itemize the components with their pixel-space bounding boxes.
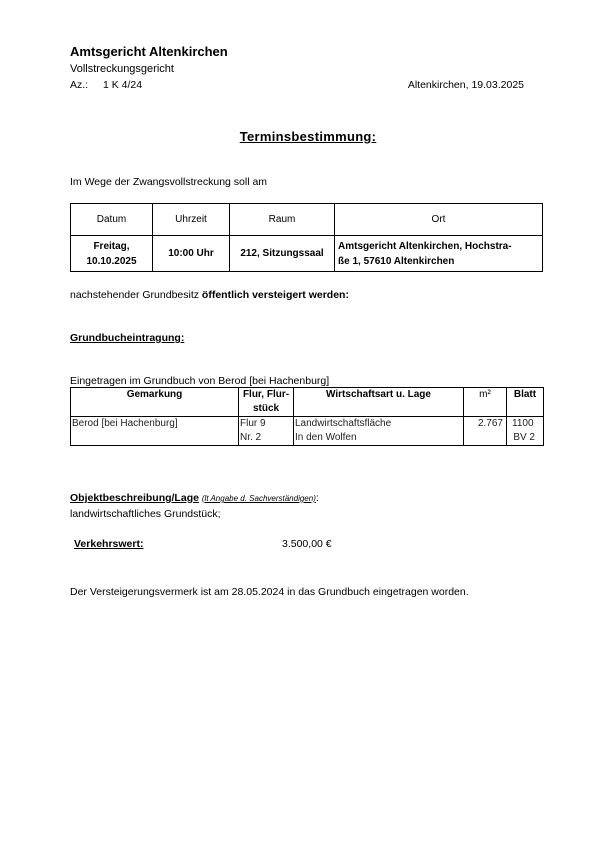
object-heading-note: (lt Angabe d. Sachverständigen) <box>201 494 316 503</box>
intro-text: Im Wege der Zwangsvollstreckung soll am <box>70 176 268 188</box>
cell-time: 10:00 Uhr <box>153 236 230 272</box>
object-heading-label: Objektbeschreibung/Lage <box>70 492 199 504</box>
cell-blatt-line-1: 1100 <box>512 418 534 429</box>
land-register-heading: Grundbucheintragung: <box>70 332 185 344</box>
header-flur-line-2: stück <box>252 403 280 414</box>
cell-wirtschaftsart <box>294 417 464 446</box>
market-value: 3.500,00 € <box>282 538 332 550</box>
court-name: Amtsgericht Altenkirchen <box>70 44 228 59</box>
cell-room: 212, Sitzungssaal <box>230 236 335 272</box>
closing-text: Der Versteigerungsvermerk ist am 28.05.2024 in das Grundbuch eingetragen worden. <box>70 586 469 598</box>
cell-blatt-line-2: BV 2 <box>513 432 535 443</box>
header-wirtschaftsart: Wirtschaftsart u. Lage <box>294 388 464 417</box>
land-register-row <box>71 417 544 446</box>
document-title: Terminsbestimmung: <box>239 129 377 144</box>
place-line-2: ße 1, 57610 Altenkirchen <box>338 255 455 267</box>
appointment-table-row <box>71 236 543 272</box>
object-description: landwirtschaftliches Grundstück; <box>70 508 221 520</box>
land-register-header <box>71 388 544 417</box>
auction-text-prefix: nachstehender Grundbesitz <box>70 289 202 301</box>
cell-wirtschaftsart-line-2: In den Wolfen <box>295 432 357 443</box>
header-blatt: Blatt <box>507 388 544 417</box>
header-gemarkung: Gemarkung <box>71 388 239 417</box>
case-number-label: Az.: <box>70 79 89 91</box>
cell-flur-line-1: Flur 9 <box>240 418 266 429</box>
cell-flur-line-2: Nr. 2 <box>240 432 262 443</box>
appointment-table-header <box>71 204 543 236</box>
case-number: 1 K 4/24 <box>103 79 143 91</box>
header-flur <box>239 388 294 417</box>
land-register-table <box>70 387 544 446</box>
land-register-intro: Eingetragen im Grundbuch von Berod [bei Hachenburg] <box>70 375 330 387</box>
cell-flur <box>239 417 294 446</box>
object-heading <box>70 492 319 504</box>
cell-wirtschaftsart-line-1: Landwirtschaftsfläche <box>295 418 392 429</box>
cell-blatt <box>507 417 544 446</box>
header-datum: Datum <box>71 204 153 236</box>
cell-gemarkung: Berod [bei Hachenburg] <box>71 417 239 446</box>
cell-date <box>71 236 153 272</box>
header-ort: Ort <box>335 204 543 236</box>
court-department: Vollstreckungsgericht <box>70 63 174 75</box>
header-uhrzeit: Uhrzeit <box>153 204 230 236</box>
object-heading-colon: : <box>315 492 319 504</box>
auction-text-bold: öffentlich versteigert werden: <box>201 289 349 301</box>
date-value: 10.10.2025 <box>86 255 137 267</box>
header-flur-line-1: Flur, Flur- <box>242 389 290 400</box>
header-m2: m² <box>464 388 507 417</box>
cell-m2: 2.767 <box>464 417 507 446</box>
date-weekday: Freitag, <box>93 240 130 252</box>
cell-place <box>335 236 543 272</box>
market-value-label: Verkehrswert: <box>74 538 144 550</box>
appointment-table <box>70 203 543 272</box>
place-date: Altenkirchen, 19.03.2025 <box>407 79 524 91</box>
header-raum: Raum <box>230 204 335 236</box>
auction-text <box>70 289 349 301</box>
place-line-1: Amtsgericht Altenkirchen, Hochstra- <box>338 240 512 252</box>
